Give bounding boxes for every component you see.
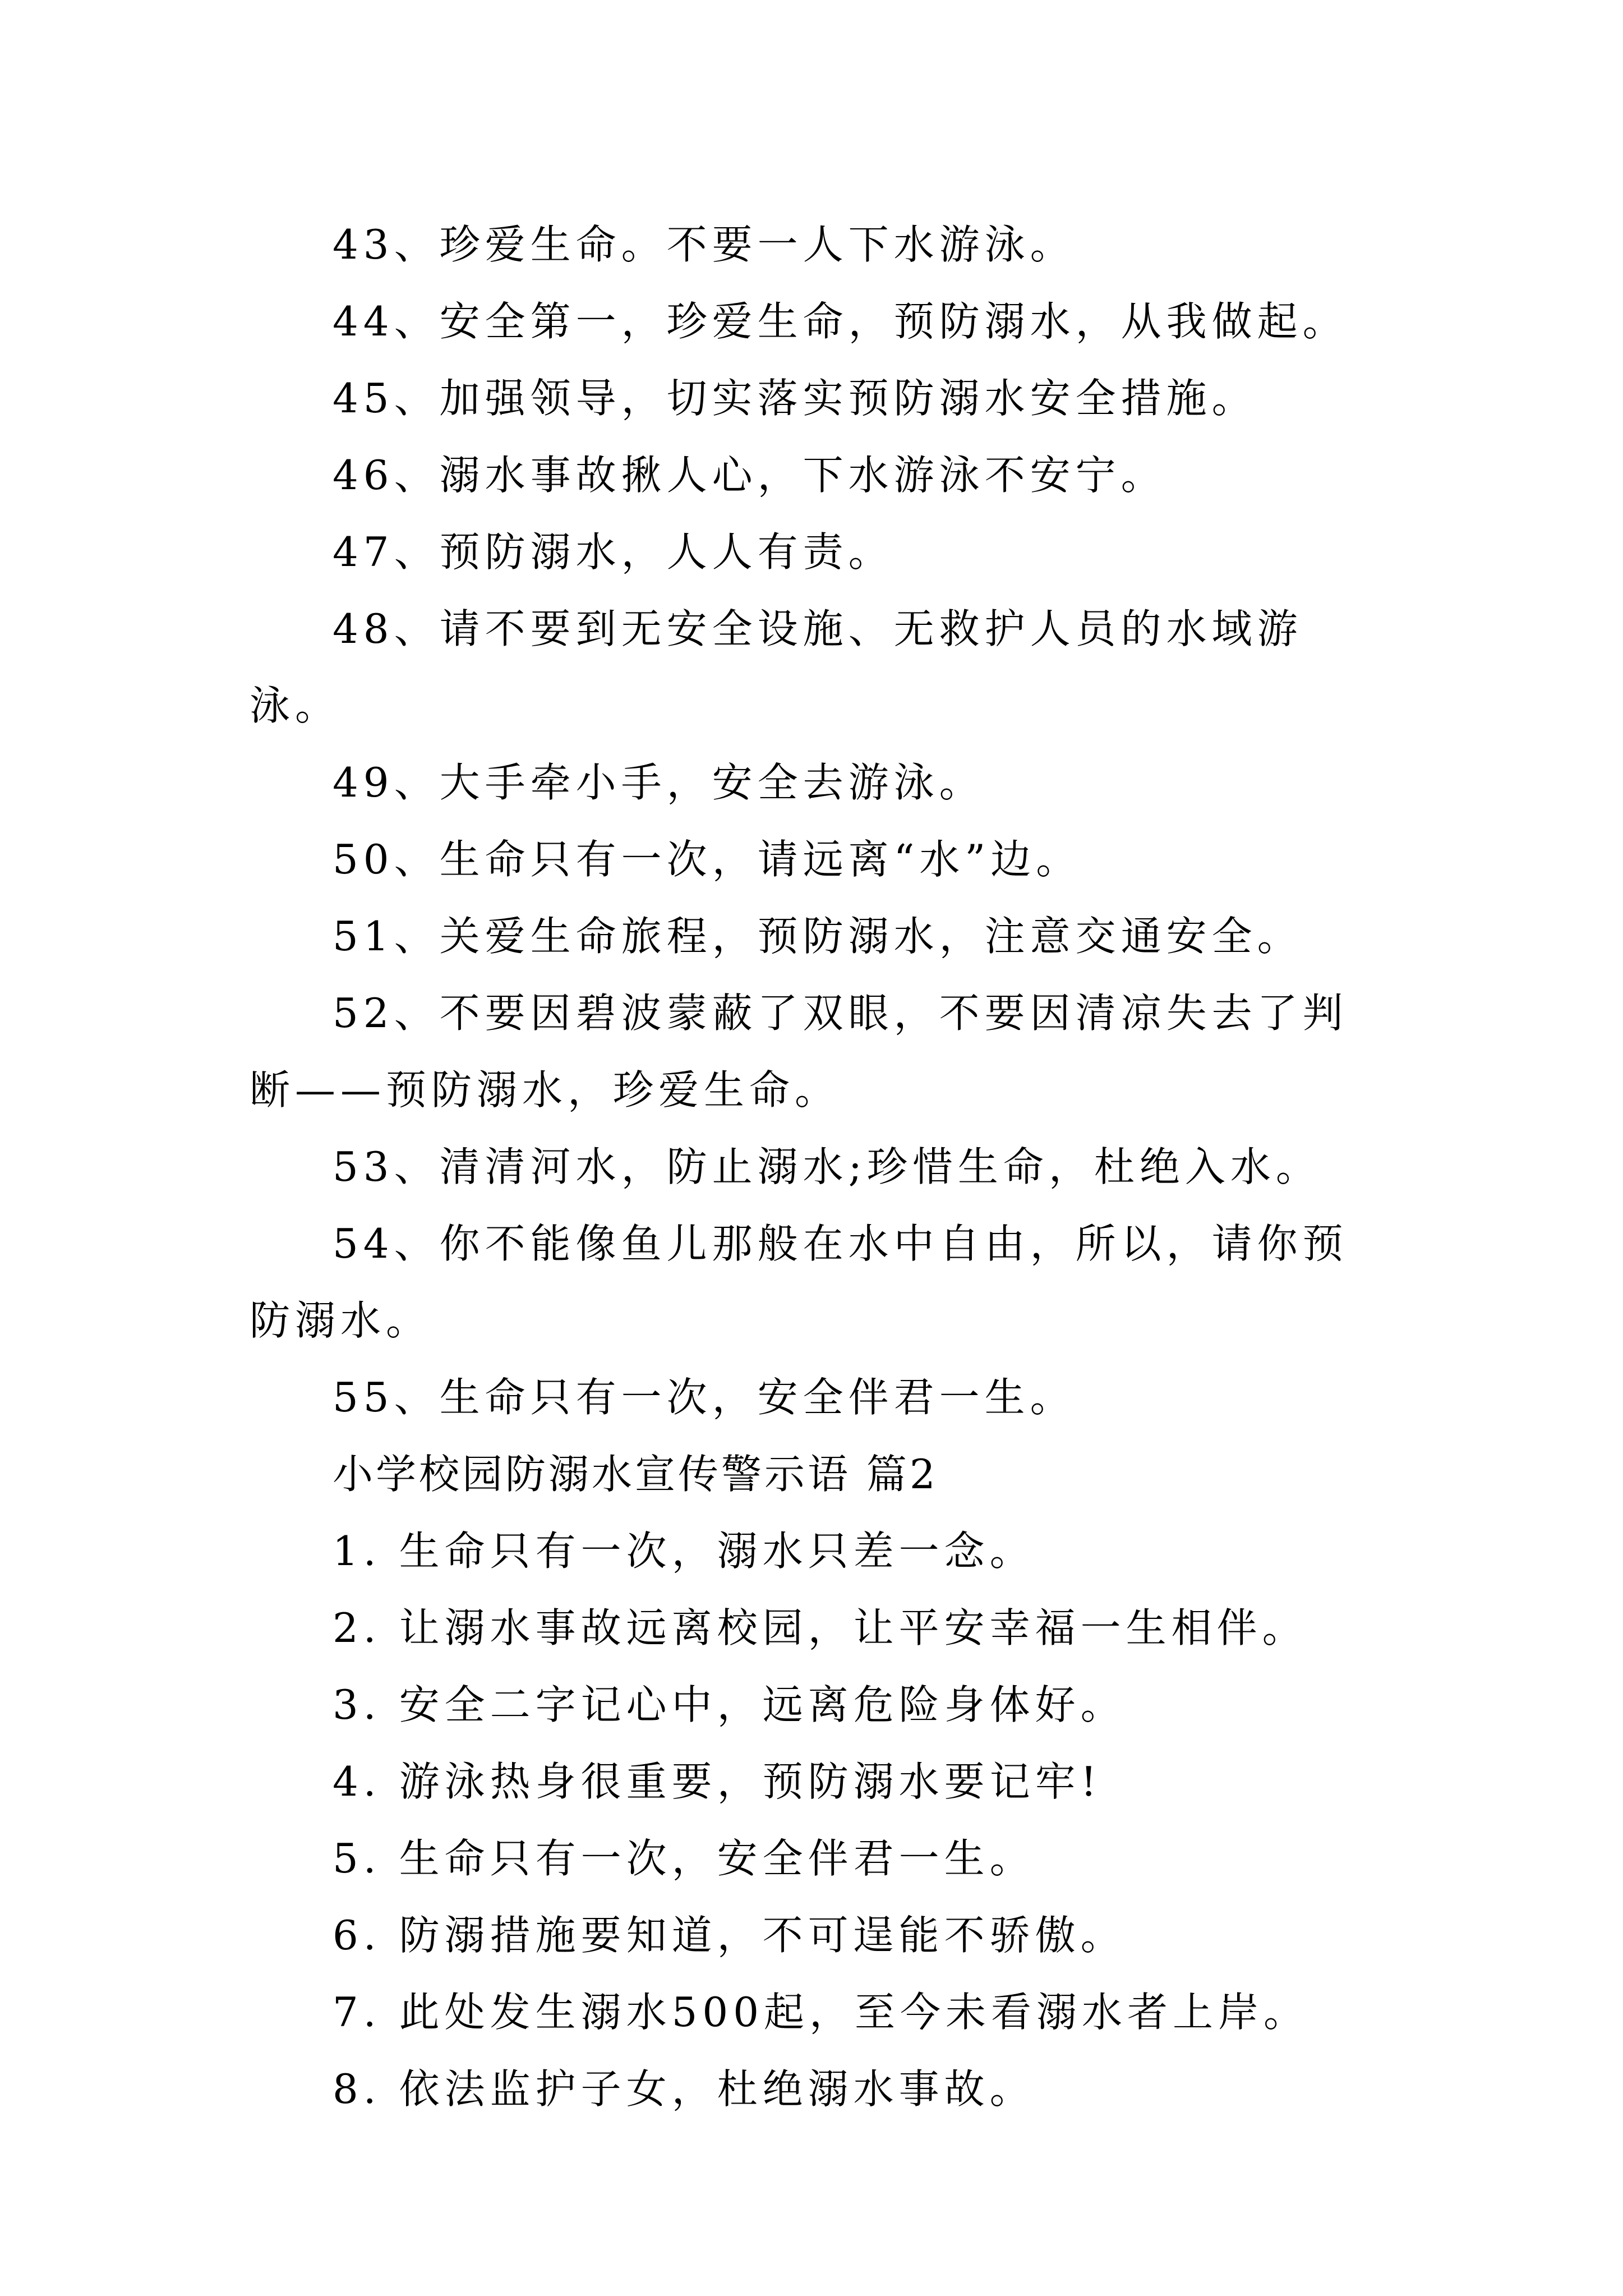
paragraph-55: 55、生命只有一次，安全伴君一生。 <box>333 1374 1076 1421</box>
paragraph-50: 50、生命只有一次，请远离“水”边。 <box>333 836 1082 883</box>
section-item-3: 3. 安全二字记心中，远离危险身体好。 <box>333 1681 1126 1728</box>
section-item-6: 6. 防溺措施要知道，不可逞能不骄傲。 <box>333 1912 1126 1959</box>
paragraph-52: 52、不要因碧波蒙蔽了双眼，不要因清凉失去了判断——预防溺水，珍爱生命。 <box>250 990 1348 1114</box>
section-item-1: 1. 生命只有一次，溺水只差一念。 <box>333 1527 1035 1575</box>
paragraph-51: 51、关爱生命旅程，预防溺水，注意交通安全。 <box>333 913 1303 960</box>
section-item-8: 8. 依法监护子女，杜绝溺水事故。 <box>333 2065 1035 2113</box>
paragraph-44: 44、安全第一，珍爱生命，预防溺水，从我做起。 <box>333 298 1348 345</box>
paragraph-47: 47、预防溺水，人人有责。 <box>333 528 894 576</box>
section-item-7: 7. 此处发生溺水500起，至今未看溺水者上岸。 <box>333 1989 1310 2036</box>
paragraph-46: 46、溺水事故揪人心，下水游泳不安宁。 <box>333 452 1166 499</box>
paragraph-54: 54、你不能像鱼儿那般在水中自由，所以，请你预防溺水。 <box>250 1220 1348 1344</box>
section-heading: 小学校园防溺水宣传警示语 篇2 <box>333 1451 938 1498</box>
paragraph-53: 53、清清河水，防止溺水;珍惜生命，杜绝入水。 <box>333 1143 1321 1190</box>
paragraph-49: 49、大手牵小手，安全去游泳。 <box>333 759 985 806</box>
paragraph-45: 45、加强领导，切实落实预防溺水安全措施。 <box>333 375 1257 422</box>
document-body <box>250 206 1388 2128</box>
section-item-4: 4. 游泳热身很重要，预防溺水要记牢! <box>333 1758 1102 1805</box>
paragraph-48: 48、请不要到无安全设施、无救护人员的水域游泳。 <box>250 605 1303 729</box>
section-item-5: 5. 生命只有一次，安全伴君一生。 <box>333 1835 1035 1882</box>
paragraph-43: 43、珍爱生命。不要一人下水游泳。 <box>333 221 1076 268</box>
section-item-2: 2. 让溺水事故远离校园，让平安幸福一生相伴。 <box>333 1604 1308 1651</box>
